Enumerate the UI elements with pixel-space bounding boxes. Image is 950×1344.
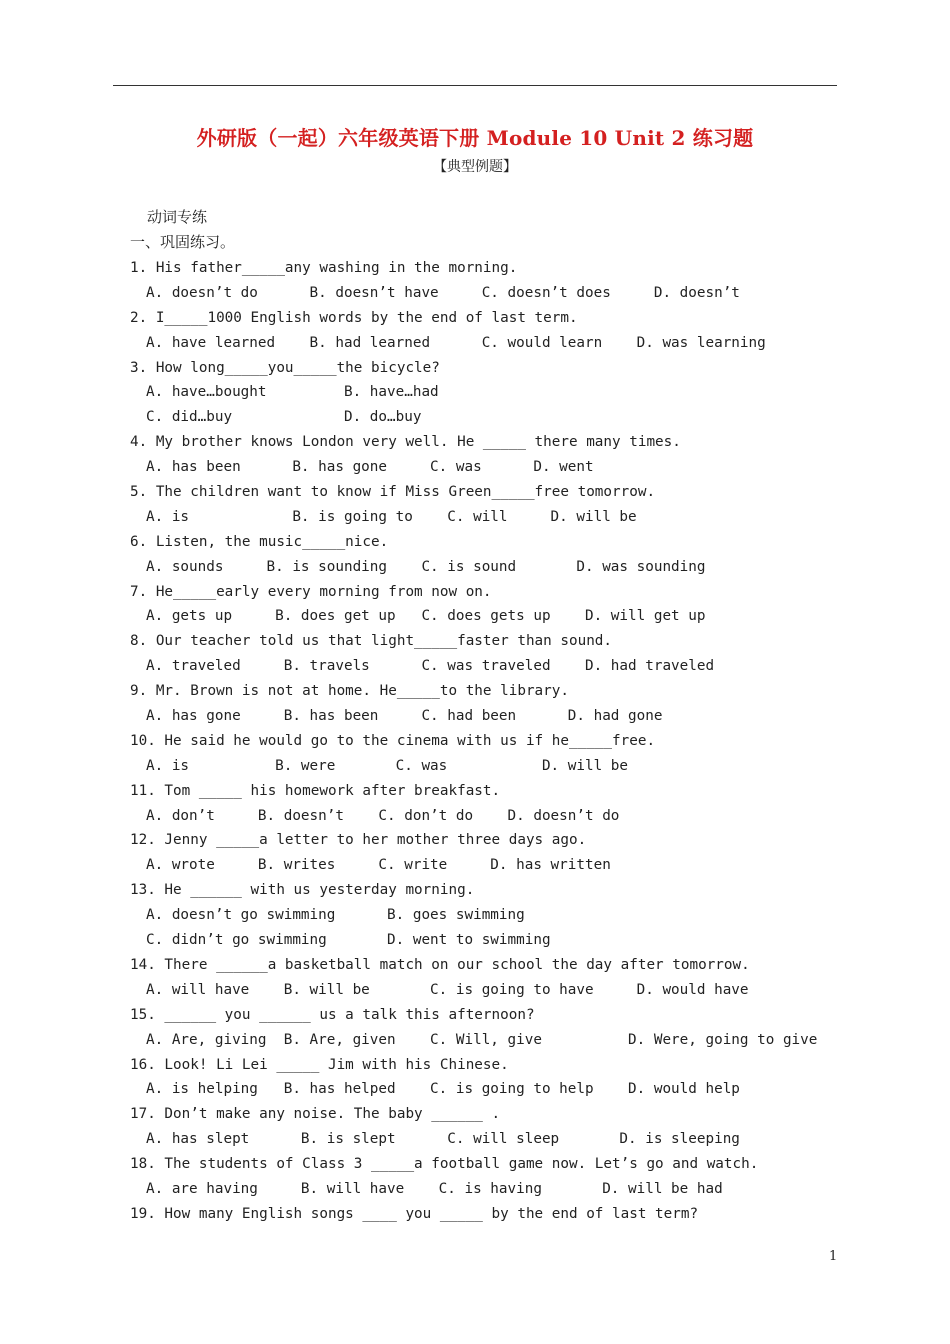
options-line: A. wrote B. writes C. write D. has written xyxy=(146,857,611,874)
document-title: 外研版（一起）六年级英语下册 Module 10 Unit 2 练习题 xyxy=(196,126,754,150)
options-line: A. is B. is going to C. will D. will be xyxy=(146,508,637,525)
options-line: A. has gone B. has been C. had been D. had gone xyxy=(146,708,663,725)
question-line: 5. The children want to know if Miss Green_____free tomorrow. xyxy=(130,484,656,501)
options-line: A. are having B. will have C. is having D. will be had xyxy=(146,1180,723,1197)
page-number: 1 xyxy=(829,1249,838,1264)
options-line: A. will have B. will be C. is going to have D. would have xyxy=(146,981,749,998)
options-line: A. gets up B. does get up C. does gets up D. will get up xyxy=(146,608,706,625)
question-line: 13. He ______ with us yesterday morning. xyxy=(130,882,475,899)
question-line: 9. Mr. Brown is not at home. He_____to the library. xyxy=(130,683,569,700)
question-line: 14. There ______a basketball match on our school the day after tomorrow. xyxy=(130,956,750,973)
options-line: C. did…buy D. do…buy xyxy=(146,409,422,426)
section-label: 动词专练 xyxy=(147,208,208,226)
options-line: A. traveled B. travels C. was traveled D. had traveled xyxy=(146,658,715,675)
question-line: 3. How long_____you_____the bicycle? xyxy=(130,359,440,376)
question-line: 16. Look! Li Lei _____ Jim with his Chinese. xyxy=(130,1056,509,1073)
options-line: A. has been B. has gone C. was D. went xyxy=(146,459,594,476)
options-line: A. is B. were C. was D. will be xyxy=(146,757,629,774)
options-line: A. don’t B. doesn’t C. don’t do D. doesn’t do xyxy=(146,807,620,824)
options-line: C. didn’t go swimming D. went to swimming xyxy=(146,932,551,949)
document-subtitle: 【典型例题】 xyxy=(433,159,517,175)
exercise-heading: 一、巩固练习。 xyxy=(130,233,236,251)
question-line: 8. Our teacher told us that light_____faster than sound. xyxy=(130,633,613,650)
options-line: A. doesn’t go swimming B. goes swimming xyxy=(146,907,525,924)
question-line: 4. My brother knows London very well. He _____ there many times. xyxy=(130,434,681,451)
question-line: 19. How many English songs ____ you _____ by the end of last term? xyxy=(130,1205,699,1222)
question-line: 7. He_____early every morning from now on. xyxy=(130,583,492,600)
question-line: 15. ______ you ______ us a talk this afternoon? xyxy=(130,1006,535,1023)
header-rule xyxy=(113,85,837,86)
options-line: A. doesn’t do B. doesn’t have C. doesn’t does D. doesn’t xyxy=(146,284,740,301)
options-line: A. have…bought B. have…had xyxy=(146,384,439,401)
question-line: 1. His father_____any washing in the morning. xyxy=(130,260,518,276)
question-line: 17. Don’t make any noise. The baby ______ . xyxy=(130,1106,501,1123)
question-line: 10. He said he would go to the cinema with us if he_____free. xyxy=(130,732,656,749)
question-line: 2. I_____1000 English words by the end of last term. xyxy=(130,309,578,326)
question-line: 11. Tom _____ his homework after breakfast. xyxy=(130,782,501,799)
options-line: A. Are, giving B. Are, given C. Will, give D. Were, going to give xyxy=(146,1031,818,1048)
exercise-list xyxy=(130,256,850,1227)
options-line: A. has slept B. is slept C. will sleep D. is sleeping xyxy=(146,1131,740,1148)
options-line: A. sounds B. is sounding C. is sound D. was sounding xyxy=(146,558,706,575)
options-line: A. have learned B. had learned C. would learn D. was learning xyxy=(146,334,766,351)
question-line: 18. The students of Class 3 _____a football game now. Let’s go and watch. xyxy=(130,1156,759,1173)
options-line: A. is helping B. has helped C. is going to help D. would help xyxy=(146,1081,740,1098)
question-line: 12. Jenny _____a letter to her mother three days ago. xyxy=(130,832,587,849)
question-line: 6. Listen, the music_____nice. xyxy=(130,533,389,550)
